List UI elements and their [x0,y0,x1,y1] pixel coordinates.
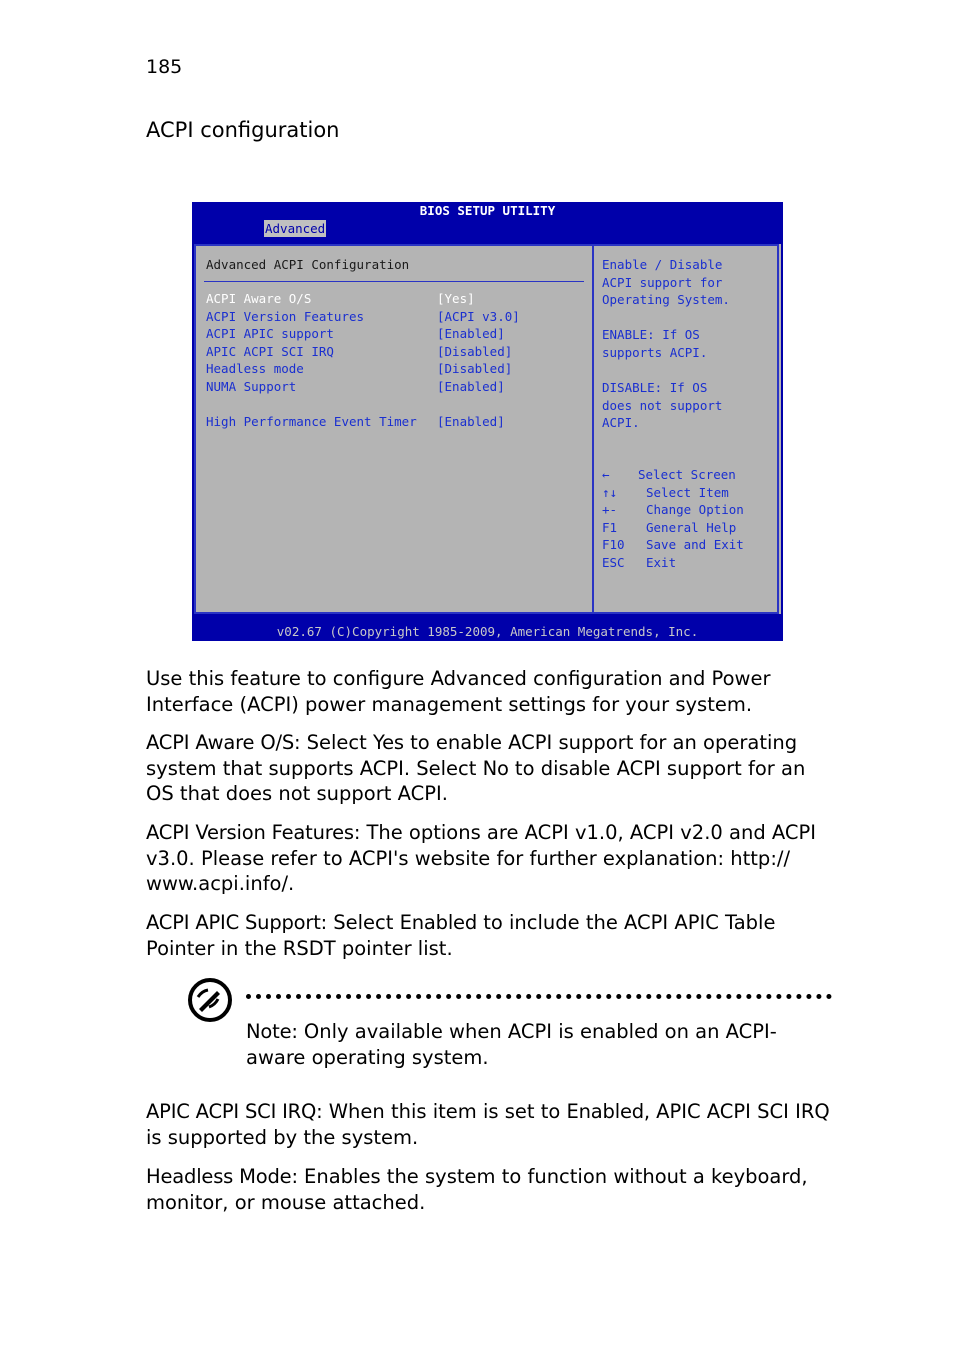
bios-item-label: ACPI Version Features [206,308,365,324]
bios-item-apic-acpi-sci-irq[interactable] [206,343,513,359]
bios-item-value: [Yes] [437,291,475,306]
bios-item-label: ACPI Aware O/S [206,291,312,306]
bios-title: BIOS SETUP UTILITY [192,202,783,219]
term-acpi-version-features: ACPI Version Features: [146,821,361,844]
bios-item-label: NUMA Support [206,378,297,394]
term-acpi-aware-os: ACPI Aware O/S: [146,731,301,754]
bios-item-value: [Disabled] [437,361,513,376]
paragraph-text: Select [300,731,373,754]
key-name: +- [602,502,618,517]
help-text: Enable / Disable ACPI support for Operating System. [602,257,730,308]
bios-settings-pane [194,244,592,614]
key-legend-item [602,554,677,570]
paragraph-text: aware operating system. [246,1045,489,1069]
bios-item-high-performance-event-timer[interactable] [206,414,505,429]
key-description: Exit [646,554,677,570]
tab-advanced[interactable]: Advanced [265,221,326,236]
bios-footer: v02.67 (C)Copyright 1985-2009, American Megatrends, Inc. [192,623,783,641]
option-enabled: Enabled, [566,1100,650,1123]
section-title: ACPI configuration [146,118,340,142]
key-description: Select Item [646,484,729,500]
option-enabled: Enabled [399,911,478,934]
bios-item-value: [ACPI v3.0] [437,308,520,324]
key-name: ↑↓ [602,484,618,500]
note-icon [187,977,233,1023]
bios-help-pane [592,244,779,614]
key-legend-item [602,502,744,517]
bios-item-numa-support[interactable] [206,378,505,394]
paragraph-text: to enable ACPI support for an operating system that supports ACPI. Select [146,731,798,780]
key-legend-item [602,484,729,500]
key-description: Change Option [646,502,744,517]
bios-item-label: APIC ACPI SCI IRQ [206,343,334,359]
term-acpi-apic-support: ACPI APIC Support: [146,911,328,934]
term-headless-mode: Headless Mode: [146,1165,298,1188]
bios-item-label: ACPI APIC support [206,326,334,341]
bios-item-label: High Performance Event Timer [206,414,417,429]
option-yes: Yes [372,731,404,754]
bios-item-acpi-apic-support[interactable] [206,326,505,341]
bios-item-value: [Disabled] [437,343,513,359]
paragraph-text: When this item is set to [322,1100,567,1123]
acpi-aware-paragraph [146,730,836,807]
key-name: ← [602,467,610,482]
paragraph-text: Enables the system to function without a keyboard, monitor, or mouse attached. [146,1165,808,1214]
note-paragraph [246,1019,806,1070]
paragraph-text: Select [327,911,400,934]
option-no: No [482,756,509,780]
bios-heading: Advanced ACPI Configuration [206,257,410,272]
bios-item-value: [Enabled] [437,378,505,394]
key-description: Select Screen [638,467,736,482]
term-apic-acpi-sci-irq: APIC ACPI SCI IRQ: [146,1100,323,1123]
paragraph-text: to disable ACPI support for an OS that does not support ACPI. [146,756,806,805]
bios-item-acpi-version-features[interactable] [206,308,520,324]
key-legend-item [602,537,744,552]
key-description: General Help [646,519,737,535]
intro-paragraph: Use this feature to configure Advanced configuration and Power Interface (ACPI) power management settings for your system. [146,667,771,716]
paragraph-text: Only available when ACPI is enabled on an ACPI- [297,1020,777,1043]
bios-item-label: Headless mode [206,361,304,376]
acpi-link-text: www.acpi.info/. [146,872,295,895]
help-text: DISABLE: If OS does not support ACPI. [602,380,723,431]
acpi-apic-paragraph [146,910,836,961]
key-legend-item [602,467,736,482]
paragraph-text: The options are ACPI v1.0, ACPI v2.0 and ACPI v3.0. Please refer to ACPI's website for further explanation: http:// [146,821,817,870]
acpi-version-paragraph [146,820,836,897]
key-description: Save and Exit [646,537,744,552]
bios-screenshot [192,202,783,641]
paragraph-text: to include the ACPI APIC Table Pointer in the RSDT pointer list. [146,911,776,960]
key-name: F1 [602,519,618,535]
key-name: ESC [602,554,625,570]
note-divider [246,994,832,999]
bios-item-value: [Enabled] [437,414,505,429]
bios-item-headless-mode[interactable] [206,361,513,376]
note-label: Note: [246,1020,298,1043]
bios-item-value: [Enabled] [437,326,505,341]
headless-mode-paragraph [146,1164,836,1215]
help-text: ENABLE: If OS supports ACPI. [602,327,708,360]
paragraph-text: APIC ACPI SCI IRQ is supported by the system. [146,1100,830,1149]
bios-item-acpi-aware-os[interactable] [206,291,475,306]
page-number: 185 [146,56,183,78]
key-name: F10 [602,537,625,552]
bios-divider [204,281,584,282]
bios-body [194,244,781,614]
apic-sci-irq-paragraph [146,1099,836,1150]
key-legend-item [602,519,737,535]
